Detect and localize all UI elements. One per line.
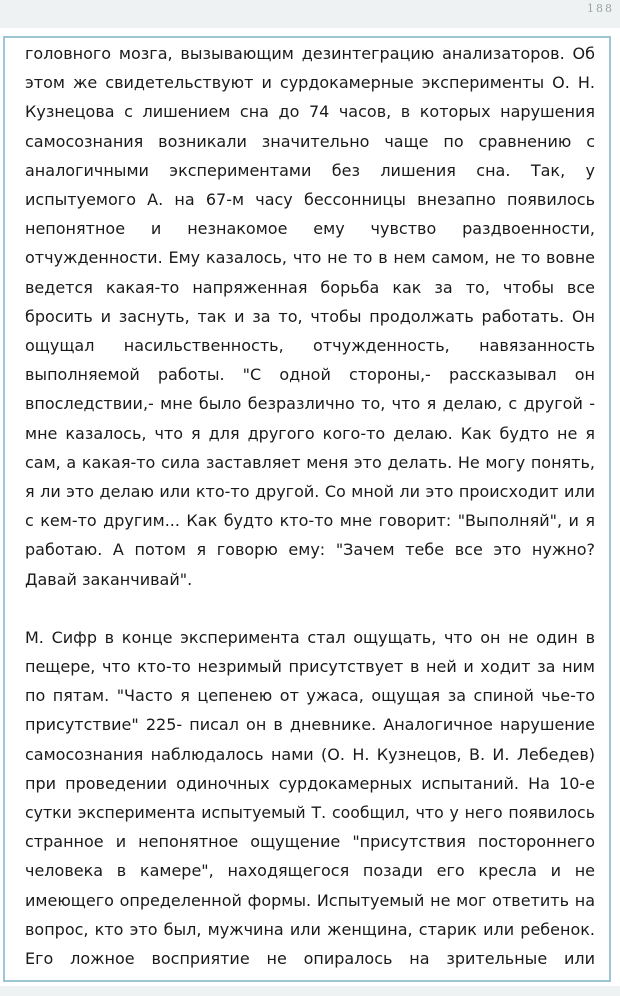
text-line: человека в камере", находящегося позади его кресла и не bbox=[25, 861, 595, 881]
text-body bbox=[25, 39, 595, 973]
text-line: Кузнецова с лишением сна до 74 часов, в которых нарушения bbox=[25, 102, 595, 122]
paragraph-gap bbox=[25, 594, 595, 623]
top-margin-band bbox=[0, 0, 620, 28]
paragraph-1 bbox=[25, 39, 595, 594]
text-line: самосознания возникали значительно чаще по сравнению с bbox=[25, 131, 595, 151]
text-line: по пятам. "Часто я цепенею от ужаса, ощущая за спиной чье-то bbox=[25, 686, 595, 706]
text-line: впоследствии,- мне было безразлично то, что я делаю, с другой - bbox=[25, 394, 595, 414]
text-line: отчужденности. Ему казалось, что не то в нем самом, не то вовне bbox=[25, 248, 595, 268]
text-line: сам, а какая-то сила заставляет меня это делать. Не могу понять, bbox=[25, 452, 595, 472]
text-line: Давай заканчивай". bbox=[25, 569, 193, 589]
page-number: 188 bbox=[587, 2, 614, 15]
text-line: непонятное и незнакомое ему чувство раздвоенности, bbox=[25, 219, 595, 239]
text-line: странное и непонятное ощущение "присутствия постороннего bbox=[25, 832, 595, 852]
text-line: работаю. А потом я говорю ему: "Зачем тебе все это нужно? bbox=[25, 540, 595, 560]
text-line: бросить и заснуть, так и за то, чтобы продолжать работать. Он bbox=[25, 306, 595, 326]
text-line: испытуемого А. на 67-м часу бессонницы внезапно появилось bbox=[25, 190, 595, 210]
paragraph-2 bbox=[25, 623, 595, 973]
text-line: присутствие" 225- писал он в дневнике. Аналогичное нарушение bbox=[25, 715, 595, 735]
text-line: Его ложное восприятие не опиралось на зрительные или bbox=[25, 949, 595, 969]
text-line: пещере, что кто-то незримый присутствует в ней и ходит за ним bbox=[25, 657, 595, 677]
text-line: имеющего определенной формы. Испытуемый не мог ответить на bbox=[25, 890, 595, 910]
text-line: с кем-то другим... Как будто кто-то мне говорит: "Выполняй", и я bbox=[25, 511, 595, 531]
bottom-margin-band bbox=[0, 986, 620, 996]
text-line: вопрос, кто это был, мужчина или женщина, старик или ребенок. bbox=[25, 919, 595, 939]
text-line: этом же свидетельствуют и сурдокамерные эксперименты О. Н. bbox=[25, 73, 595, 93]
text-line: самосознания наблюдалось нами (О. Н. Кузнецов, В. И. Лебедев) bbox=[25, 744, 595, 764]
text-line: я ли это делаю или кто-то другой. Со мной ли это происходит или bbox=[25, 482, 595, 502]
text-line: головного мозга, вызывающим дезинтеграцию анализаторов. Об bbox=[25, 44, 595, 63]
text-line: при проведении одиночных сурдокамерных испытаний. На 10-е bbox=[25, 773, 595, 793]
text-line: мне казалось, что я для другого кого-то делаю. Как будто не я bbox=[25, 423, 595, 443]
text-line: аналогичными экспериментами без лишения сна. Так, у bbox=[25, 160, 595, 180]
text-line: ощущал насильственность, отчужденность, навязанность bbox=[25, 336, 595, 356]
text-line: выполняемой работы. "С одной стороны,- рассказывал он bbox=[25, 365, 595, 385]
text-line: сутки эксперимента испытуемый Т. сообщил, что у него появилось bbox=[25, 803, 595, 823]
text-line: ведется какая-то напряженная борьба как за то, чтобы все bbox=[25, 277, 595, 297]
text-line: М. Сифр в конце эксперимента стал ощущать, что он не один в bbox=[25, 627, 595, 647]
